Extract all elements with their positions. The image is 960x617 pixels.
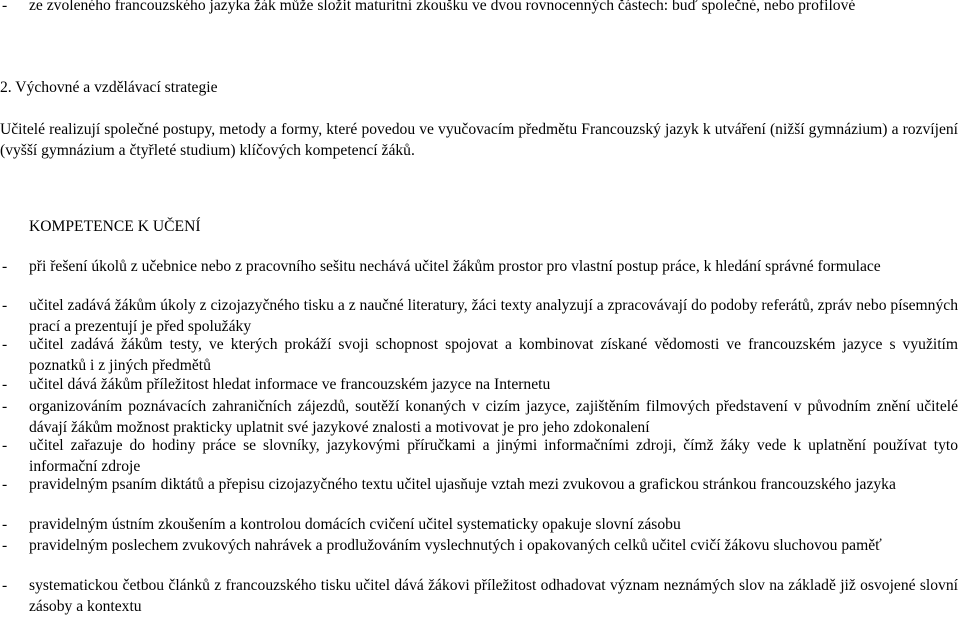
list-dash: - [2, 336, 8, 353]
list-dash: - [2, 437, 8, 454]
list-dash: - [2, 297, 8, 314]
list-dash: - [2, 398, 8, 415]
section-paragraph: Učitelé realizují společné postupy, metody a formy, které povedou ve vyučovacím předmětu Francouzský jazyk k utváření (nižší gymnázium) a rozvíjení (vyšší gymnázium a čtyřleté studium) klíčových kompetencí žáků. [0, 121, 958, 159]
list-item-text: pravidelným poslechem zvukových nahrávek a prodlužováním vyslechnutých i opakovaných celků učitel cvičí žákovu sluchovou paměť [29, 537, 882, 554]
list-item-text: při řešení úkolů z učebnice nebo z pracovního sešitu nechává učitel žákům prostor pro vlastní postup práce, k hledání správné formulace [29, 258, 881, 275]
list-dash: - [2, 376, 8, 393]
list-item-text: systematickou četbou článků z francouzského tisku učitel dává žákovi příležitost odhadovat význam neznámých slov na základě již osvojené slovní zásoby a kontextu [29, 577, 958, 615]
section-heading: 2. Výchovné a vzdělávací strategie [0, 79, 218, 96]
list-dash: - [2, 476, 8, 493]
list-dash: - [2, 0, 8, 14]
list-dash: - [2, 537, 8, 554]
list-item-text: ze zvoleného francouzského jazyka žák může složit maturitní zkoušku ve dvou rovnocenných částech: buď společné, nebo profilové [29, 0, 856, 14]
list-item-text: pravidelným psaním diktátů a přepisu cizojazyčného textu učitel ujasňuje vztah mezi zvukovou a grafickou stránkou francouzského jazyka [29, 476, 896, 493]
list-dash: - [2, 577, 8, 594]
list-item-text: učitel dává žákům příležitost hledat informace ve francouzském jazyce na Internetu [29, 376, 551, 393]
list-item-text: učitel zadává žákům úkoly z cizojazyčného tisku a z naučné literatury, žáci texty analyzují a zpracovávají do podoby referátů, zpráv nebo písemných prací a prezentují je před spolužáky [29, 297, 958, 335]
list-item-text: učitel zadává žákům testy, ve kterých prokáží svoji schopnost spojovat a kombinovat získané vědomosti ve francouzském jazyce s využitím poznatků i z jiných předmětů [29, 336, 958, 374]
list-dash: - [2, 258, 8, 275]
competence-heading: KOMPETENCE K UČENÍ [29, 218, 201, 235]
list-item-text: pravidelným ústním zkoušením a kontrolou domácích cvičení učitel systematicky opakuje slovní zásobu [29, 516, 681, 533]
list-item-text: organizováním poznávacích zahraničních zájezdů, soutěží konaných v cizím jazyce, zajištěním filmových představení v původním znění učitelé dávají žákům možnost prakticky uplatnit své jazykové znalosti a motivovat je pro jeho zdokonalení [29, 398, 958, 436]
list-item-text: učitel zařazuje do hodiny práce se slovníky, jazykovými příručkami a jinými informačními zdroji, čímž žáky vede k uplatnění používat tyto informační zdroje [29, 437, 958, 475]
list-dash: - [2, 516, 8, 533]
